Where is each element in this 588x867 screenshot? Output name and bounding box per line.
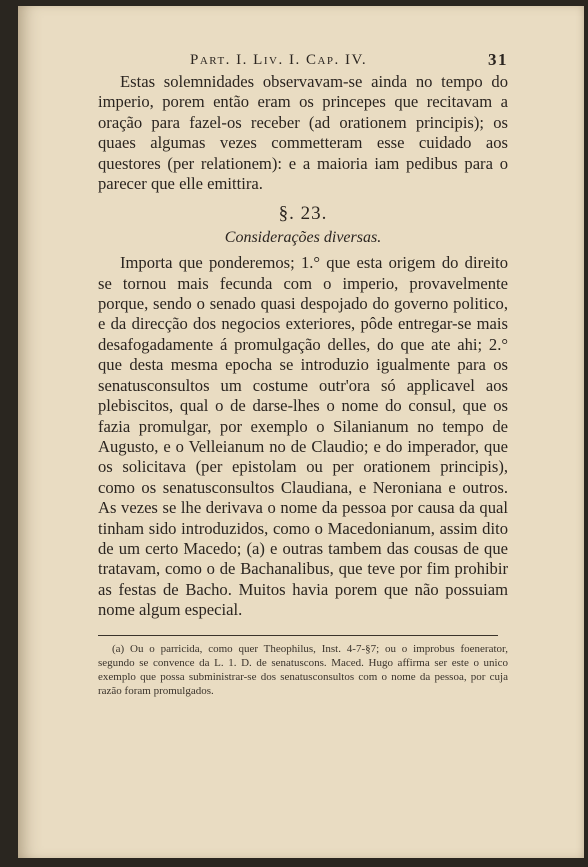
book-page bbox=[18, 6, 584, 858]
paragraph bbox=[98, 253, 508, 620]
main-text bbox=[98, 72, 508, 621]
section-subtitle: Considerações diversas. bbox=[224, 228, 382, 246]
running-header bbox=[98, 50, 508, 72]
header-title: Part. I. Liv. I. Cap. IV. bbox=[190, 52, 368, 68]
footnote-divider bbox=[98, 635, 498, 636]
page-number: 31 bbox=[488, 50, 508, 69]
footnote bbox=[98, 642, 508, 698]
footnote-text: (a) Ou o parricida, como quer Theophilus, Inst. 4-7-§7; ou o improbus foenerator, segundo se convence da L. 1. D. de senatuscons. Maced. Hugo affirma ser este o unico exemplo que possa subministrar-se dos senatusconsultos com o nome da pessoa, por cuja razão foram promulgados. bbox=[98, 642, 508, 697]
paragraph-2: Importa que ponderemos; 1.° que esta origem do direito se tornou mais fecunda com o imperio, provavelmente porque, sendo o senado quasi despojado do governo politico, e da direcção dos negocios exteriores, pôde entregar-se mais desafogadamente á promulgação delles, do que ate ahi; 2.° que desta mesma epocha se introduzio igualmente para os senatusconsultos um costume outr'ora só applicavel aos plebiscitos, qual o de darse-lhes o nome do consul, que os fazia promulgar, por exemplo o Silanianum no tempo de Augusto, e o Velleianum no de Claudio; e do imperador, que os solicitava (per epistolam ou per orationem principis), como os senatusconsultos Claudiana, e Neroniana e outros. As vezes se lhe derivava o nome da pessoa por causa da qual tinham sido introduzidos, como o Macedonianum, assim dito de um certo Macedo; (a) e outras tambem das cousas de que tratavam, como o de Bachanalibus, que teve por fim prohibir as festas de Bacho. Muitos havia porem que não possuiam nome algum especial. bbox=[98, 253, 508, 620]
paragraph-1: Estas solemnidades observavam-se ainda no tempo do imperio, porem então eram os princepes que recitavam a oração para fazel-os receber (ad orationem principis); os quaes algumas vezes commetteram esse cuidado aos questores (per relationem): e a maioria iam pedibus para o parecer que elle emittira. bbox=[98, 72, 508, 194]
paragraph bbox=[98, 72, 508, 194]
page-content bbox=[98, 50, 508, 698]
section-number: §. 23. bbox=[278, 203, 328, 225]
